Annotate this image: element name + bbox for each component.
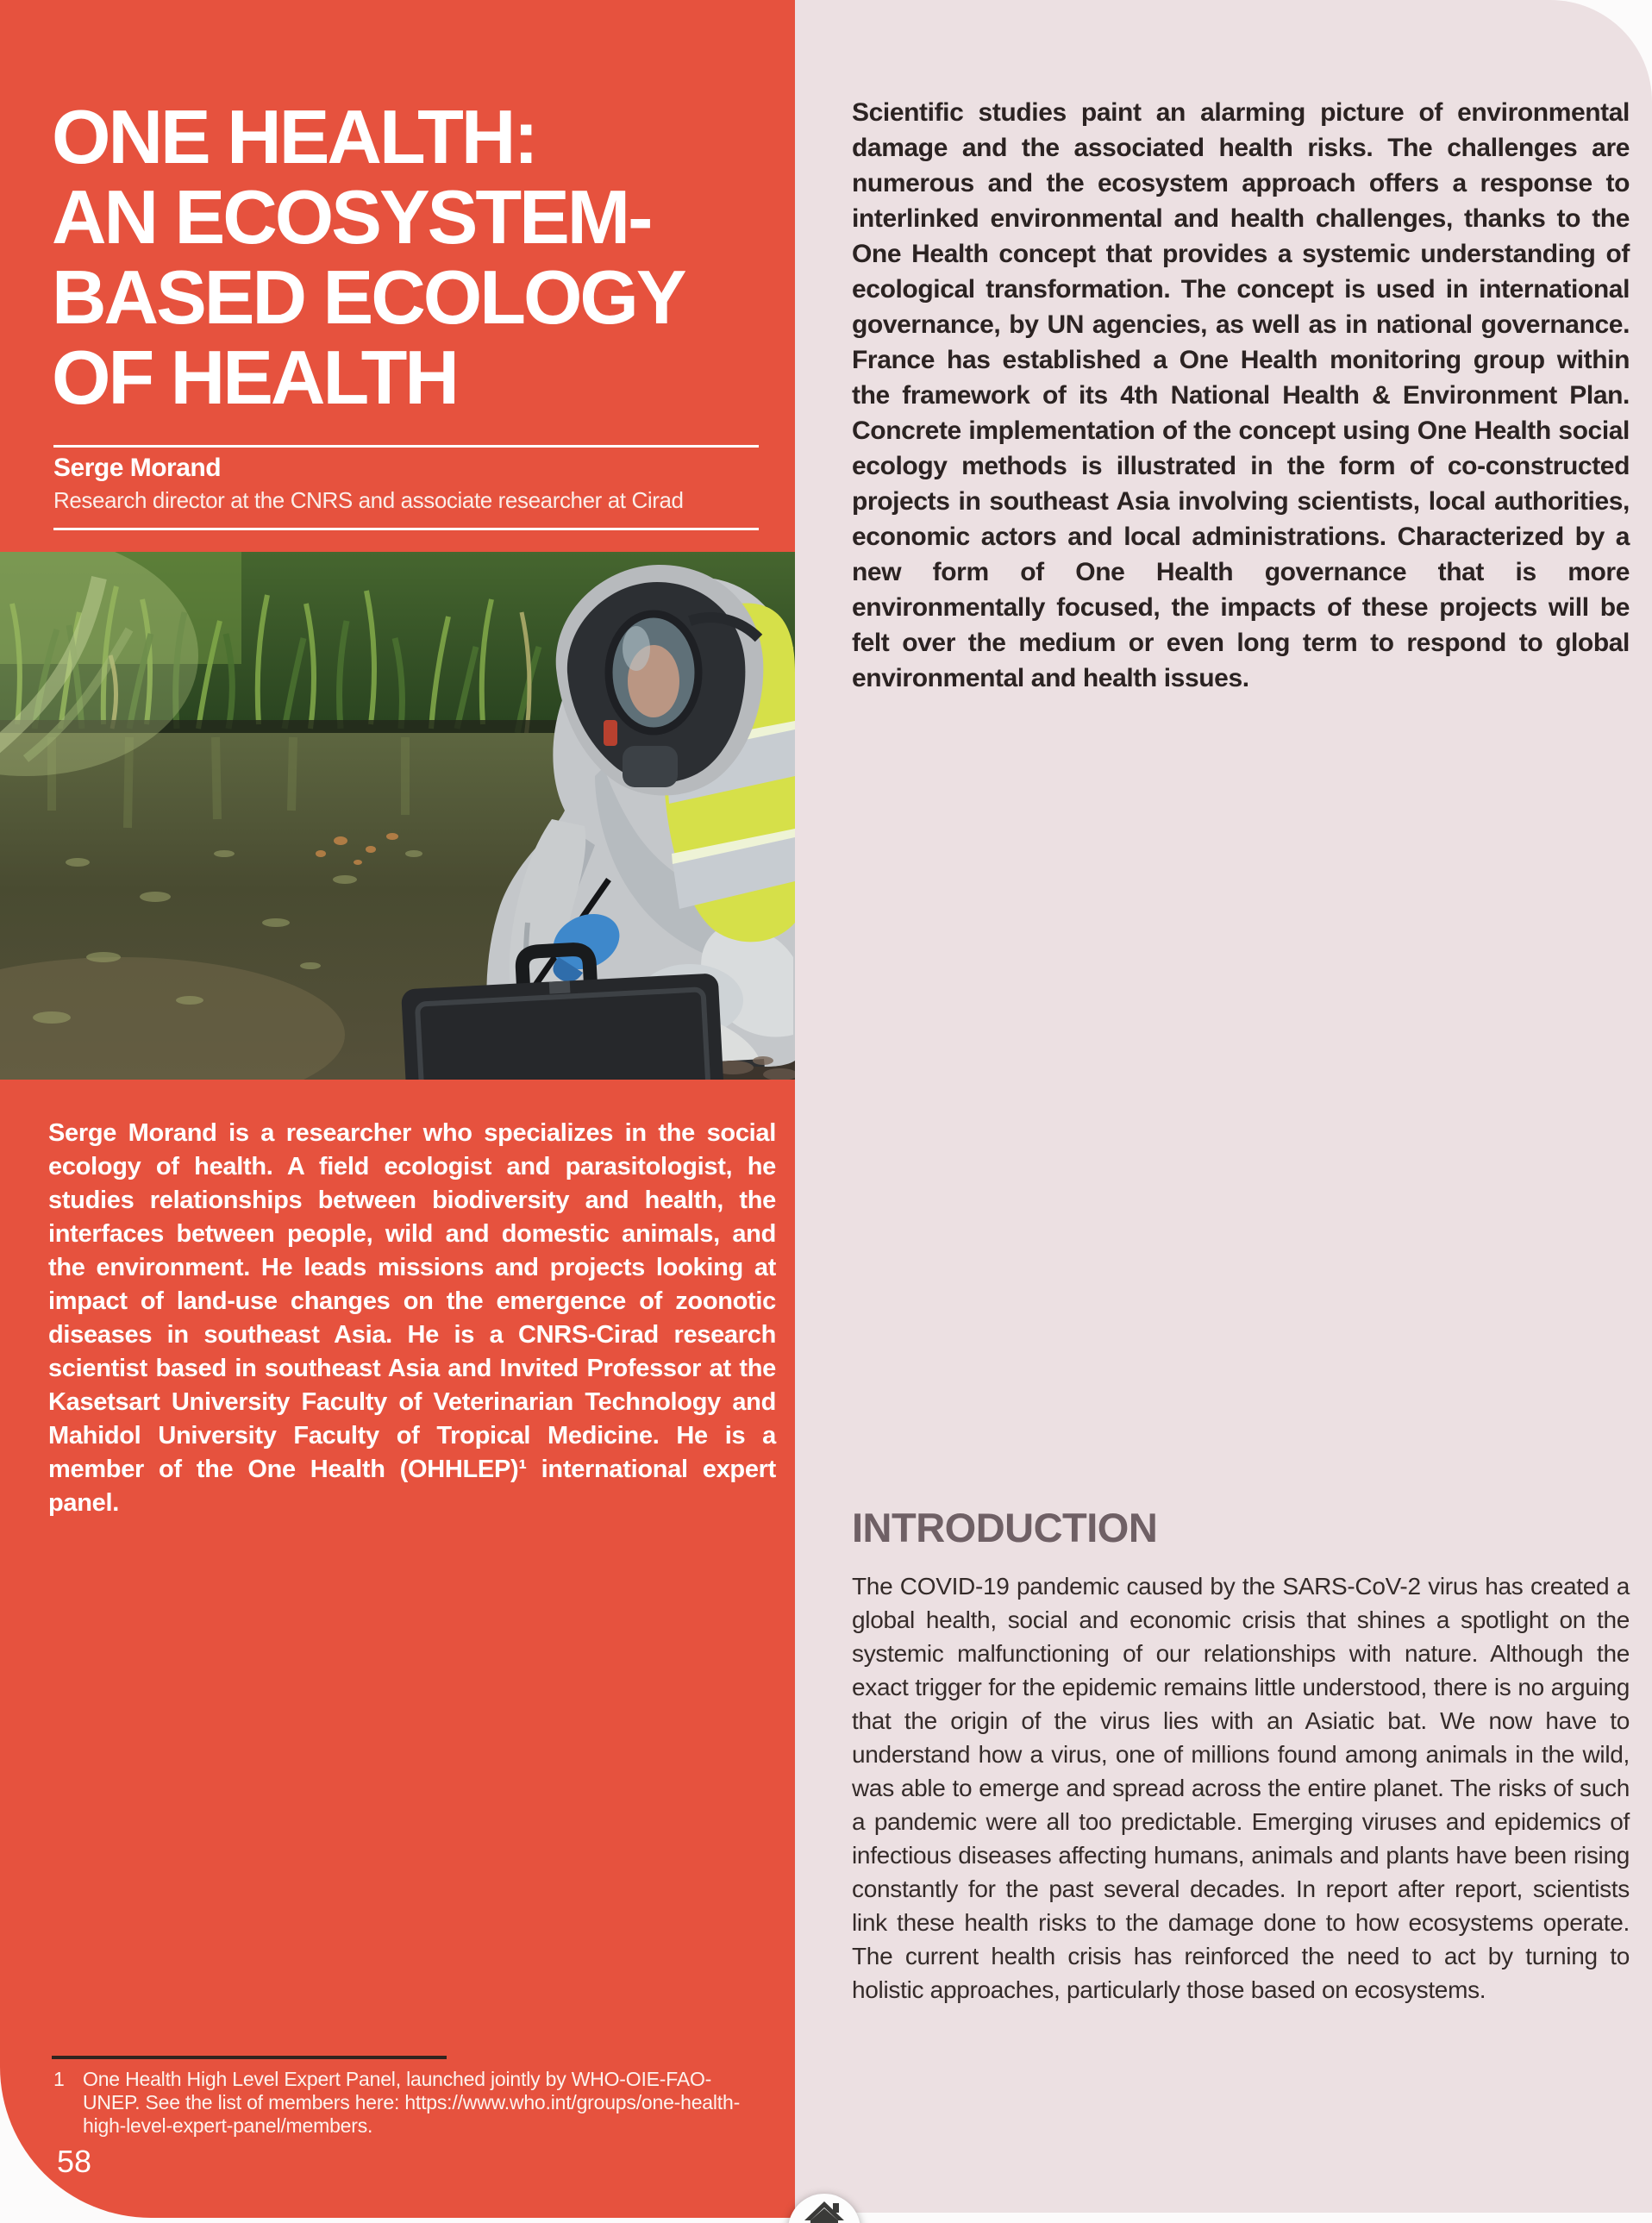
title-line: ONE HEALTH: bbox=[52, 94, 536, 179]
footnote-marker: 1 bbox=[53, 2068, 65, 2090]
title-line: BASED ECOLOGY bbox=[52, 254, 685, 340]
footnote-text: One Health High Level Expert Panel, launched jointly by WHO-OIE-FAO-UNEP. See the list of members here: https://www.who.int/groups/one-health-high-level-expert-panel/members. bbox=[83, 2068, 741, 2137]
author-divider-bottom bbox=[53, 528, 759, 530]
section-heading-introduction: INTRODUCTION bbox=[852, 1505, 1158, 1550]
author-divider-top bbox=[53, 445, 759, 448]
home-icon bbox=[804, 2200, 844, 2223]
right-panel bbox=[795, 0, 1652, 2213]
field-scientist-photo bbox=[0, 552, 795, 1080]
title-line: OF HEALTH bbox=[52, 335, 457, 420]
left-panel bbox=[0, 0, 795, 2218]
page-number: 58 bbox=[57, 2144, 92, 2179]
author-affiliation: Research director at the CNRS and associate researcher at Cirad bbox=[53, 487, 684, 513]
author-bio: Serge Morand is a researcher who specializes in the social ecology of health. A field ecologist and parasitologist, he studies relationships between biodiversity and health, the interfaces between people, wild and domestic animals, and the environment. He leads missions and projects looking at impact of land-use changes on the emergence of zoonotic diseases in southeast Asia. He is a CNRS-Cirad research scientist based in southeast Asia and Invited Professor at the Kasetsart University Faculty of Veterinarian Technology and Mahidol University Faculty of Tropical Medicine. He is a member of the One Health (OHHLEP)¹ international expert panel. bbox=[48, 1119, 776, 1517]
footnote-divider bbox=[52, 2056, 447, 2059]
author-name: Serge Morand bbox=[53, 454, 222, 482]
footnote bbox=[53, 2068, 743, 2138]
lead-paragraph: Scientific studies paint an alarming picture of environmental damage and the associated health risks. The challenges are numerous and the ecosystem approach offers a response to interlinked environmental and health challenges, thanks to the One Health concept that provides a systemic understanding of ecological transformation. The concept is used in international governance, by UN agencies, as well as in national governance. France has established a One Health monitoring group within the framework of its 4th National Health & Environment Plan. Concrete implementation of the concept using One Health social ecology methods is illustrated in the form of co-constructed projects in southeast Asia involving scientists, local authorities, economic actors and local administrations. Characterized by a new form of One Health governance that is more environmentally focused, the impacts of these projects will be felt over the medium or even long term to respond to global environmental and health issues. bbox=[852, 98, 1630, 692]
page-title bbox=[52, 94, 767, 420]
title-line: AN ECOSYSTEM- bbox=[52, 174, 651, 260]
introduction-paragraph: The COVID-19 pandemic caused by the SARS-CoV-2 virus has created a global health, social and economic crisis that shines a spotlight on the systemic malfunctioning of our relationships with nature. Although the exact trigger for the epidemic remains little understood, there is no arguing that the origin of the virus lies with an Asiatic bat. We now have to understand how a virus, one of millions found among animals in the wild, was able to emerge and spread across the entire planet. The risks of such a pandemic were all too predictable. Emerging viruses and epidemics of infectious diseases affecting humans, animals and plants have been rising constantly for the past several decades. In report after report, scientists link these health risks to the damage done to how ecosystems operate. The current health crisis has reinforced the need to act by turning to holistic approaches, particularly those based on ecosystems. bbox=[852, 1573, 1630, 2003]
